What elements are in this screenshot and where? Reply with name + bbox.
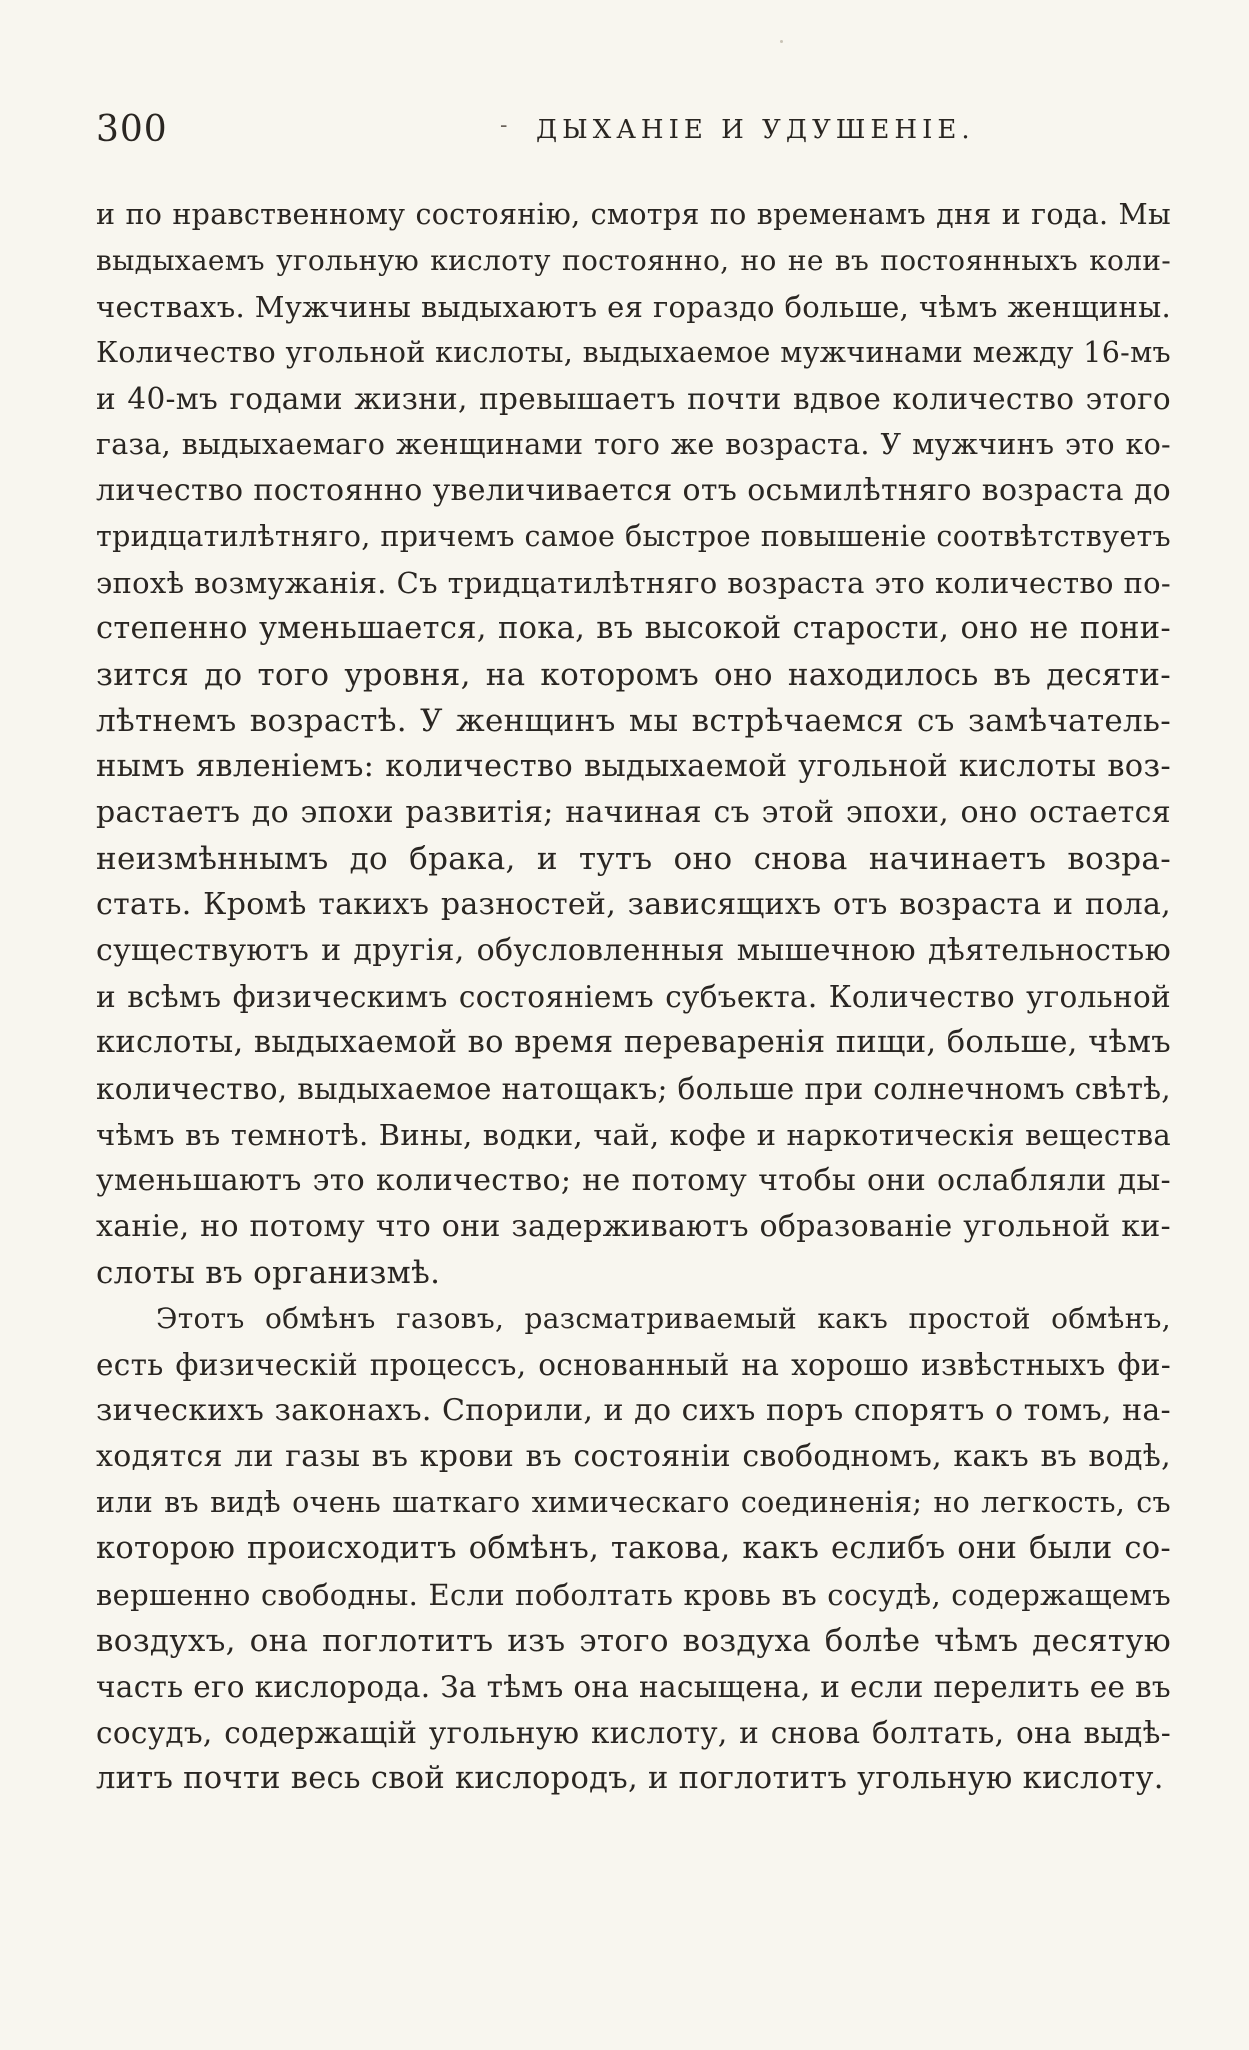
text-line: лѣтнемъ возрастѣ. У женщинъ мы встрѣчаемся съ замѣчатель- [96,703,1171,739]
text-line: тридцатилѣтняго, причемъ самое быстрое повышеніе соотвѣтствуетъ [96,520,1171,553]
text-line: выдыхаемъ угольную кислоту постоянно, но не въ постоянныхъ коли- [96,244,1171,277]
text-line: вершенно свободны. Если поболтать кровь въ сосудѣ, содержащемъ [96,1578,1171,1612]
text-line: литъ почти весь свой кислородъ, и поглотитъ угольную кислоту. [96,1761,1164,1796]
text-line: сосудъ, содержащій угольную кислоту, и снова болтать, она выдѣ- [96,1716,1171,1750]
text-line: чѣмъ въ темнотѣ. Вины, водки, чай, кофе и наркотическія вещества [96,1118,1171,1152]
text-line: ханіе, но потому что они задерживаютъ образованіе угольной ки- [96,1209,1171,1244]
text-line: Количество угольной кислоты, выдыхаемое мужчинами между 16-мъ [96,336,1171,369]
text-line: существуютъ и другія, обусловленныя мышечною дѣятельностью [96,933,1171,968]
text-line: уменьшаютъ это количество; не потому чтобы они ослабляли ды- [96,1163,1171,1198]
text-line: чествахъ. Мужчины выдыхаютъ ея гораздо больше, чѣмъ женщины. [96,290,1171,324]
page-number: 300 [96,109,168,150]
text-line: или въ видѣ очень шаткаго химическаго соединенія; но легкость, съ [96,1486,1171,1519]
paragraph [96,1296,1171,1802]
text-line: и всѣмъ физическимъ состояніемъ субъекта. Количество угольной [96,980,1171,1014]
body-text [96,192,1171,1802]
text-line: кислоты, выдыхаемой во время переваренія пищи, больше, чѣмъ [96,1025,1171,1060]
text-line: зическихъ законахъ. Спорили, и до сихъ поръ спорятъ о томъ, на- [96,1393,1171,1428]
running-title: ДЫХАНІЕ И УДУШЕНІЕ. [536,115,975,145]
text-line: часть его кислорода. За тѣмъ она насыщена, и если перелить ее въ [96,1670,1171,1704]
text-line: и по нравственному состоянію, смотря по временамъ дня и года. Мы [96,198,1171,231]
text-line: есть физическій процессъ, основанный на хорошо извѣстныхъ фи- [96,1348,1171,1382]
header-mark: - [500,113,508,138]
text-line: газа, выдыхаемаго женщинами того же возраста. У мужчинъ это ко- [96,428,1171,461]
text-line: ходятся ли газы въ крови въ состояніи свободномъ, какъ въ водѣ, [96,1439,1171,1474]
text-line: слоты въ организмѣ. [96,1255,441,1291]
text-line: личество постоянно увеличивается отъ осьмилѣтняго возраста до [96,473,1171,508]
running-head [96,110,1176,150]
text-line: зится до того уровня, на которомъ оно находилось въ десяти- [96,657,1171,693]
text-line: стать. Кромѣ такихъ разностей, зависящихъ отъ возраста и пола, [96,887,1171,922]
text-line: и 40-мъ годами жизни, превышаетъ почти вдвое количество этого [96,382,1171,416]
paper-speck [780,40,783,43]
text-line: эпохѣ возмужанія. Съ тридцатилѣтняго возраста это количество по- [96,566,1171,600]
text-line: Этотъ обмѣнъ газовъ, разсматриваемый какъ простой обмѣнъ, [156,1302,1171,1335]
paragraph [96,192,1171,1296]
text-line: растаетъ до эпохи развитія; начиная съ этой эпохи, оно остается [96,795,1171,830]
text-line: воздухъ, она поглотитъ изъ этого воздуха болѣе чѣмъ десятую [96,1623,1171,1659]
text-line: нымъ явленіемъ: количество выдыхаемой угольной кислоты воз- [96,749,1171,784]
text-line: которою происходитъ обмѣнъ, такова, какъ еслибъ они были со- [96,1531,1171,1566]
text-line: неизмѣннымъ до брака, и тутъ оно снова начинаетъ возра- [96,841,1171,877]
text-line: количество, выдыхаемое натощакъ; больше при солнечномъ свѣтѣ, [96,1072,1171,1106]
text-line: степенно уменьшается, пока, въ высокой старости, оно не пони- [96,611,1171,646]
